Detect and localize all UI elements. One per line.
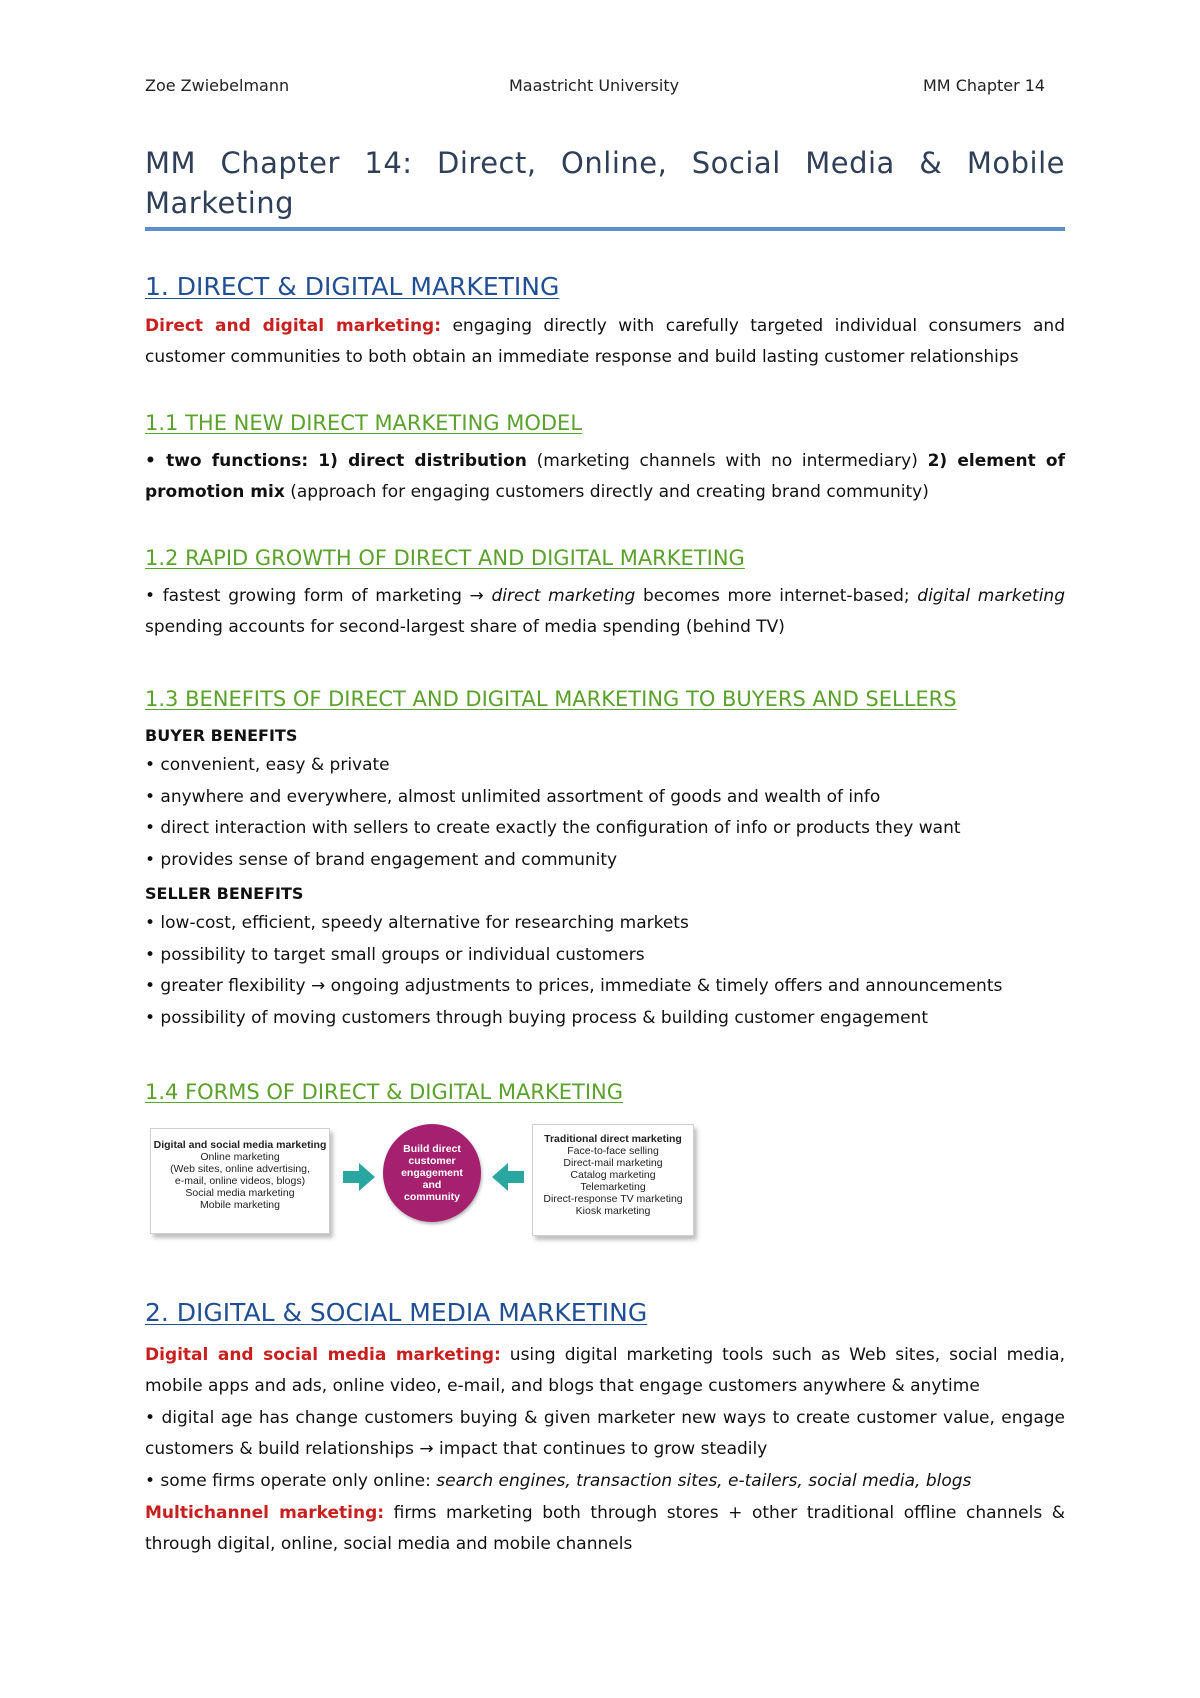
bullet-mark: • [145,451,156,471]
definition-term: Multichannel marketing: [145,1503,385,1523]
online-firms-text: • some firms operate only online: [145,1471,437,1491]
list-item: • possibility of moving customers through buying process & building customer engagement [145,1007,928,1028]
arrow-right-icon [343,1163,375,1191]
buyer-benefits-label: BUYER BENEFITS [145,726,298,745]
growth-text-d: digital marketing [917,586,1066,606]
box-line: Telemarketing [580,1181,646,1193]
seller-benefits-list [145,908,1065,1034]
box-line: Online marketing [200,1151,280,1163]
box-line: e-mail, online videos, blogs) [174,1175,306,1187]
section1-3-heading: 1.3 BENEFITS OF DIRECT AND DIGITAL MARKETING TO BUYERS AND SELLERS [145,687,957,711]
growth-text-e: spending accounts for second-largest share of media spending (behind TV) [145,617,785,637]
bullet-promotion-mix: 2) element of promotion mix [145,451,1065,502]
section1-2-heading: 1.2 RAPID GROWTH OF DIRECT AND DIGITAL MARKETING [145,546,745,570]
box-line: Direct-mail marketing [563,1157,663,1169]
box-title: Digital and social media marketing [153,1139,327,1151]
section1-2-bullet [145,581,1065,643]
list-item: • possibility to target small groups or individual customers [145,944,645,965]
section2-definition [145,1340,1065,1402]
bullet-promotion-note: (approach for engaging customers directly and creating brand community) [284,482,929,502]
section2-bullet-online-firms [145,1466,1065,1497]
definition-term: Direct and digital marketing: [145,316,442,336]
growth-text-a: • fastest growing form of marketing → [145,586,492,606]
title-underline [145,227,1065,231]
section1-4-heading: 1.4 FORMS OF DIRECT & DIGITAL MARKETING [145,1080,624,1104]
circle-line: engagement [401,1167,463,1179]
box-title: Traditional direct marketing [544,1133,682,1145]
arrow-left-icon [492,1163,524,1191]
box-line: Kiosk marketing [575,1205,651,1217]
list-item: • convenient, easy & private [145,755,390,775]
section2-bullet-digital-age: • digital age has change customers buying & given marketer new ways to create customer value, engage customers & build relationships → impact that continues to grow steadily [145,1408,1065,1459]
list-item: • direct interaction with sellers to create exactly the configuration of info or products they want [145,818,961,838]
circle-line: and [422,1179,442,1191]
section1-heading: 1. DIRECT & DIGITAL MARKETING [145,272,560,301]
growth-text-c: becomes more internet-based; [635,586,918,606]
multichannel-definition [145,1498,1065,1560]
circle-line: customer [408,1155,456,1167]
box-line: Direct-response TV marketing [543,1193,683,1205]
section1-1-heading: 1.1 THE NEW DIRECT MARKETING MODEL [145,411,583,435]
online-firms-examples: search engines, transaction sites, e-tailers, social media, blogs [436,1471,972,1491]
definition-text: using digital marketing tools such as Web sites, social media, mobile apps and ads, online video, e-mail, and blogs that engage customers anywhere & anytime [145,1345,1065,1396]
header-chapter: MM Chapter 14 [923,76,1046,95]
list-item: • provides sense of brand engagement and community [145,849,618,870]
growth-text-b: direct marketing [491,586,636,606]
list-item: • greater flexibility → ongoing adjustments to prices, immediate & timely offers and announcements [145,976,1003,996]
section1-definition [145,311,1065,373]
list-item: • anywhere and everywhere, almost unlimited assortment of goods and wealth of info [145,786,881,807]
definition-text: engaging directly with carefully targeted individual consumers and customer communities to both obtain an immediate response and build lasting customer relationships [145,316,1065,367]
traditional-marketing-box [532,1124,694,1236]
buyer-benefits-list [145,750,1065,876]
bullet-functions: two functions: 1) direct distribution [155,451,527,471]
section2-heading: 2. DIGITAL & SOCIAL MEDIA MARKETING [145,1298,648,1327]
header-author: Zoe Zwiebelmann [145,76,290,95]
section1-1-bullet [145,446,1065,508]
circle-line: community [403,1191,460,1203]
box-line: Face-to-face selling [567,1145,659,1157]
seller-benefits-label: SELLER BENEFITS [145,884,304,903]
engagement-circle [383,1124,481,1222]
box-line: Catalog marketing [570,1169,656,1181]
circle-line: Build direct [403,1143,461,1155]
definition-text: firms marketing both through stores + other traditional offline channels & through digital, online, social media and mobile channels [145,1503,1065,1554]
digital-marketing-box [150,1128,330,1234]
box-line: Social media marketing [185,1187,295,1199]
page-title: MM Chapter 14: Direct, Online, Social Media & Mobile Marketing [145,146,1065,220]
header-university: Maastricht University [509,76,680,95]
box-line: Mobile marketing [200,1199,280,1211]
definition-term: Digital and social media marketing: [145,1345,501,1365]
box-line: (Web sites, online advertising, [170,1163,310,1175]
bullet-distribution-note: (marketing channels with no intermediary) [526,451,928,471]
list-item: • low-cost, efficient, speedy alternative for researching markets [145,913,689,933]
